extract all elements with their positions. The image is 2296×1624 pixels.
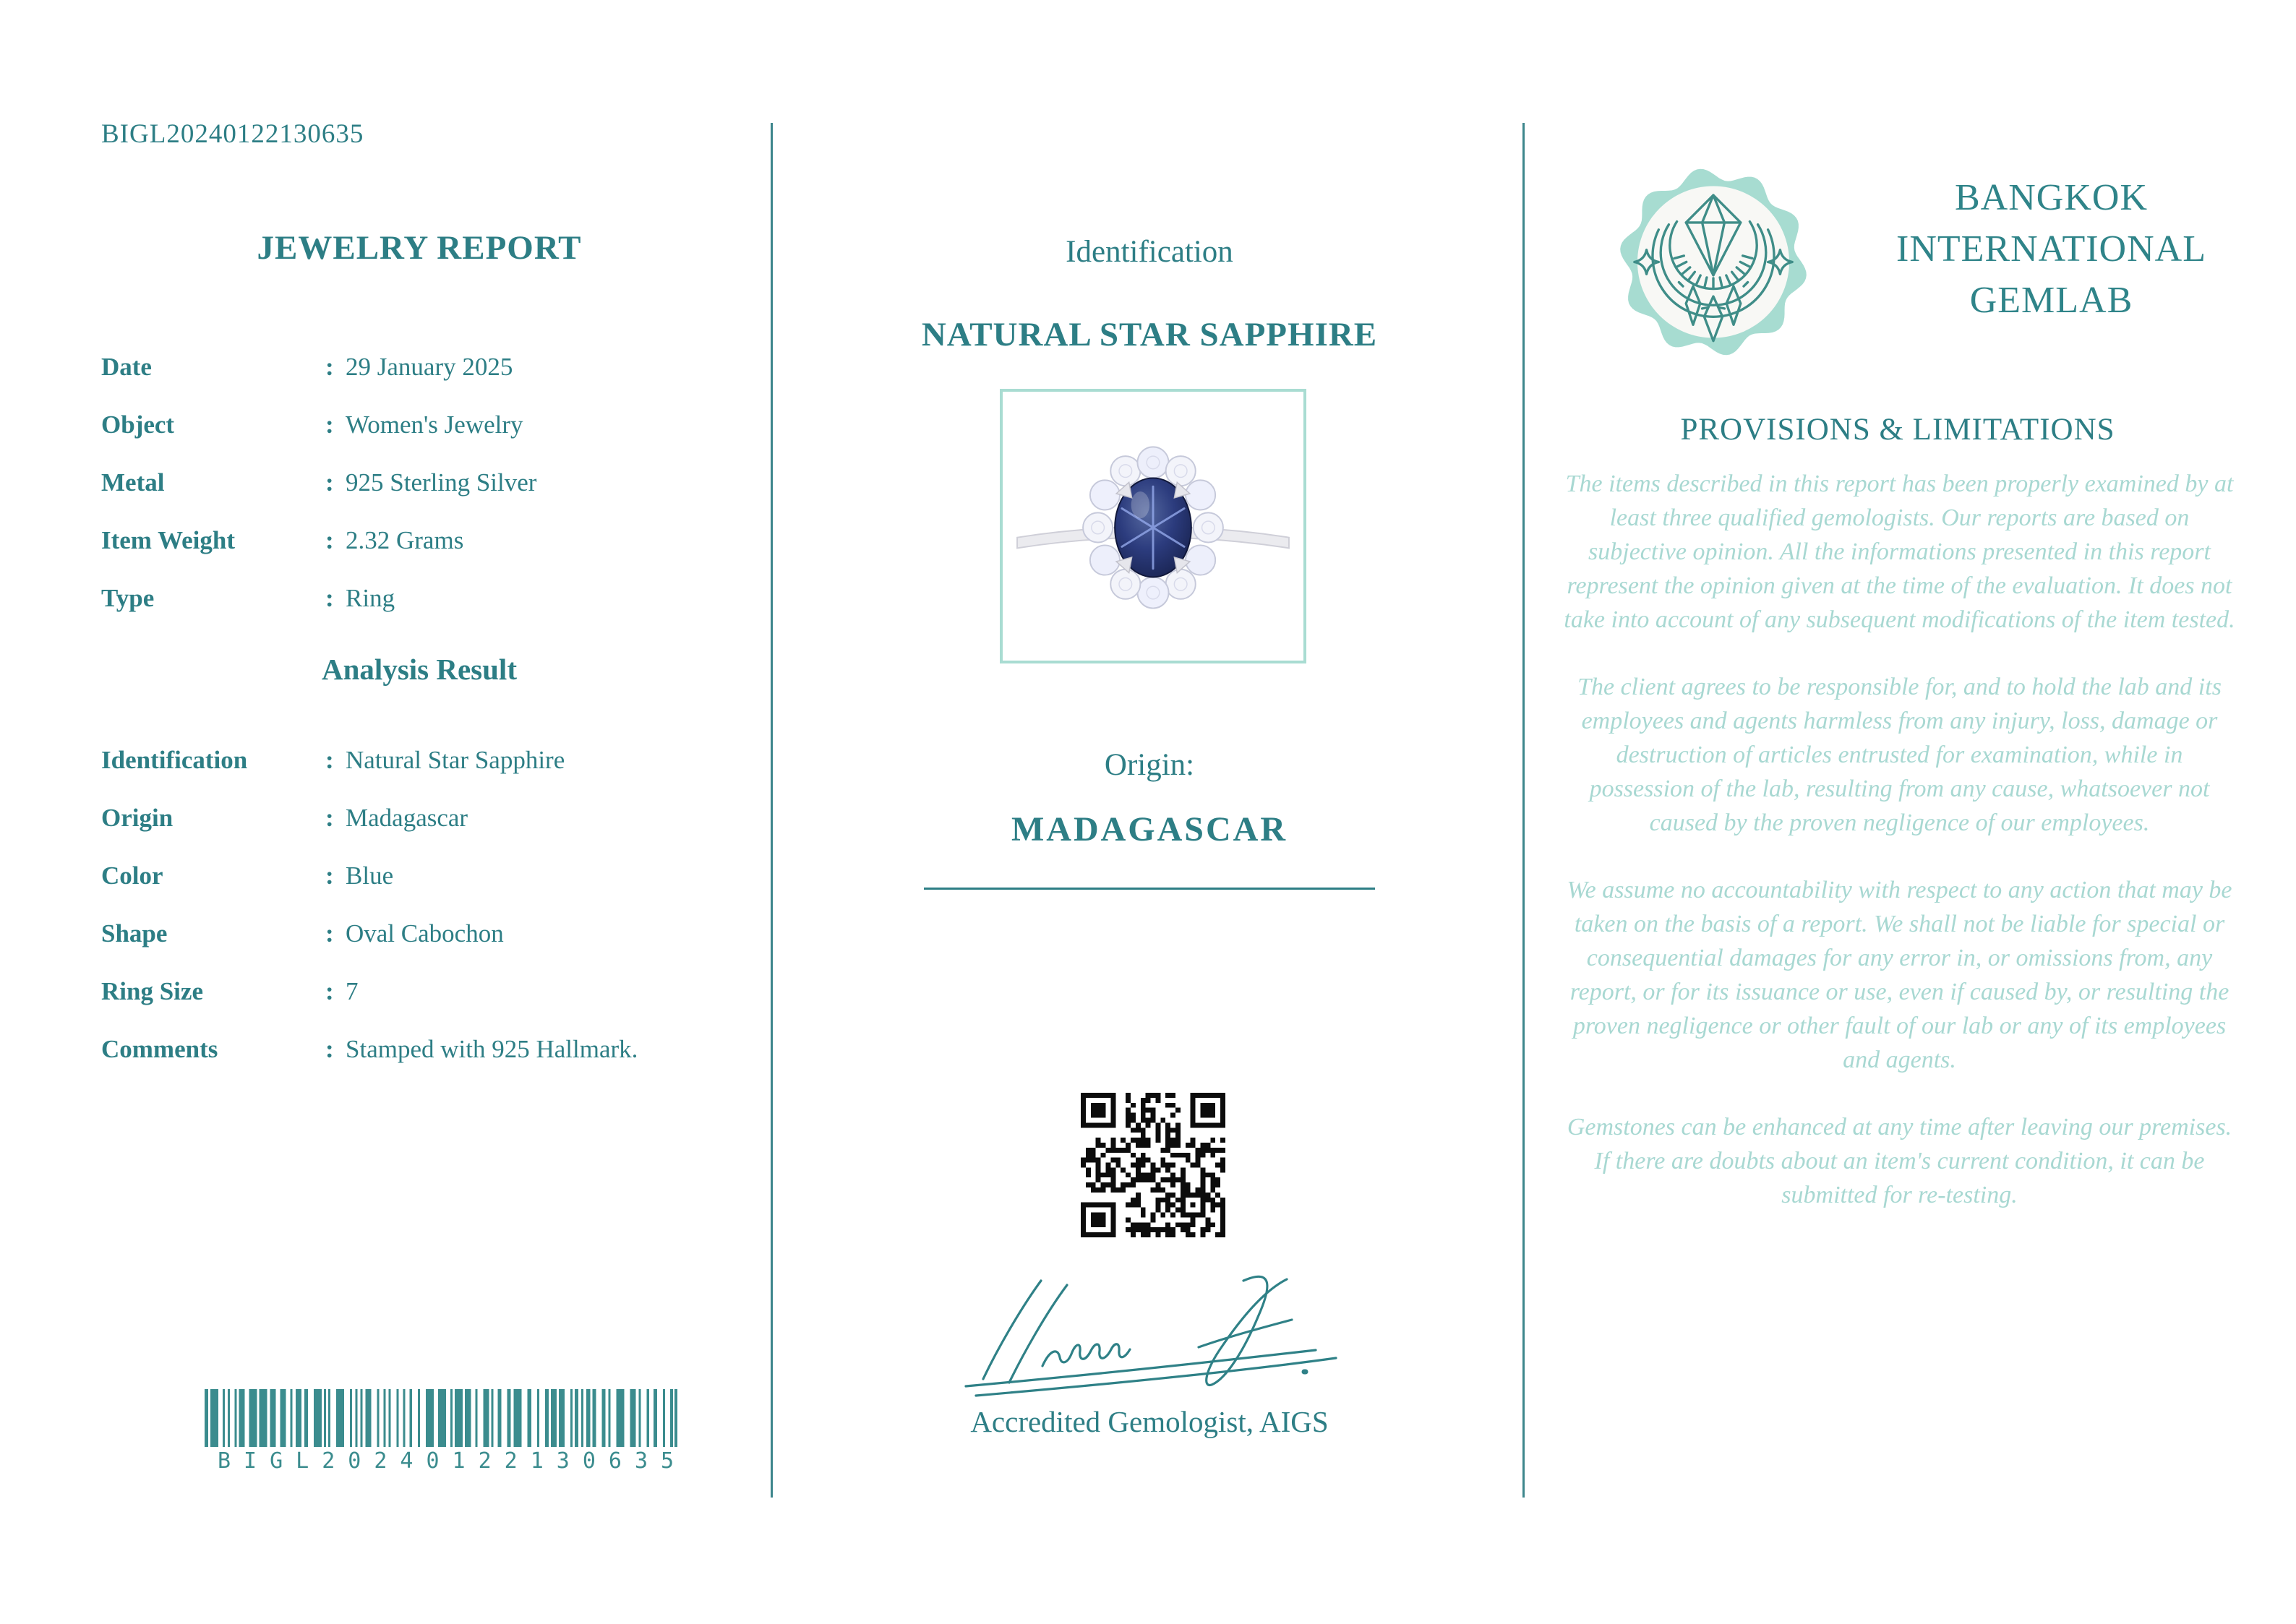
identification-result: NATURAL STAR SAPPHIRE (921, 316, 1378, 353)
certificate-number: BIGL20240122130635 (101, 119, 364, 149)
field-colon: : (325, 353, 334, 381)
star-sapphire-ring-photo (1003, 392, 1303, 661)
field-value: Women's Jewelry (346, 411, 523, 439)
field-value: Oval Cabochon (346, 919, 504, 948)
field-colon: : (325, 977, 334, 1005)
field-colon: : (325, 746, 334, 774)
gemologist-signature-icon (940, 1271, 1359, 1397)
report-fields (101, 338, 737, 627)
provisions-paragraph: We assume no accountability with respect to any action that may be taken on the basis of a report. We shall not be liable for special or consequential damages for any error in, or omissions from, any report, or for its issuance or use, even if caused by, or resulting the proven negligence or other fault of our lab or any of its employees and agents. (1567, 877, 2232, 1073)
analysis-result-title: Analysis Result (322, 653, 517, 686)
barcode-text: BIGL20240122130635 (218, 1448, 687, 1474)
field-value: Blue (346, 862, 394, 890)
lab-name-line: BANGKOK (1955, 177, 2148, 218)
field-value: 29 January 2025 (346, 353, 513, 381)
field-colon: : (325, 468, 334, 497)
field-colon: : (325, 1035, 334, 1063)
field-row-comments (101, 1021, 737, 1078)
field-colon: : (325, 804, 334, 832)
field-colon: : (325, 411, 334, 439)
field-row-date (101, 338, 737, 396)
gem-crescent-badge-icon (1612, 159, 1815, 365)
field-colon: : (325, 919, 334, 948)
provisions-heading: PROVISIONS & LIMITATIONS (1680, 413, 2115, 447)
origin-underline (924, 888, 1375, 890)
provisions-paragraph: Gemstones can be enhanced at any time after leaving our premises. If there are doubts about an item's current condition, it can be submitted for re-testing. (1567, 1114, 2232, 1208)
field-label: Date (101, 353, 152, 381)
provisions-paragraph: The items described in this report has been properly examined by at least three qualified gemologists. Our reports are based on subjective opinion. All the informations presented in this report represent the opinion given at the time of the evaluation. It does not take into account of any subsequent modifications of the item tested. (1564, 471, 2235, 633)
provisions-paragraphs (1562, 467, 2237, 1245)
origin-value: MADAGASCAR (1011, 810, 1288, 848)
provisions-paragraph: The client agrees to be responsible for, and to hold the lab and its employees and agents harmless from any injury, loss, damage or destruction of articles entrusted for examination, while in possession of the lab, resulting from any cause, whatsoever not caused by the proven negligence of our employees. (1577, 674, 2222, 836)
field-row-color (101, 847, 737, 905)
field-label: Metal (101, 468, 165, 497)
analysis-fields (101, 731, 737, 1078)
field-row-item-weight (101, 512, 737, 570)
field-value: 7 (346, 977, 359, 1005)
field-value: Ring (346, 584, 395, 612)
lab-name-line: INTERNATIONAL (1896, 228, 2206, 270)
field-colon: : (325, 526, 334, 554)
lab-name-line: GEMLAB (1969, 280, 2133, 321)
field-label: Item Weight (101, 526, 236, 554)
field-row-ring-size (101, 963, 737, 1021)
field-value: Natural Star Sapphire (346, 746, 565, 774)
field-row-shape (101, 905, 737, 963)
field-colon: : (325, 862, 334, 890)
identification-heading: Identification (1066, 235, 1233, 269)
jewelry-photo-frame (1000, 389, 1306, 663)
signatory-title: Accredited Gemologist, AIGS (970, 1405, 1329, 1438)
field-row-metal (101, 454, 737, 512)
field-label: Shape (101, 919, 168, 948)
field-label: Comments (101, 1035, 218, 1063)
field-label: Color (101, 862, 163, 890)
qr-code-icon (1081, 1093, 1225, 1237)
barcode (205, 1389, 687, 1474)
column-divider-left (771, 123, 773, 1498)
origin-label: Origin: (1104, 748, 1195, 782)
field-value: 2.32 Grams (346, 526, 464, 554)
field-label: Object (101, 411, 175, 439)
field-row-identification (101, 731, 737, 789)
field-row-origin (101, 789, 737, 847)
barcode-icon (205, 1389, 677, 1447)
field-row-type (101, 570, 737, 627)
field-row-object (101, 396, 737, 454)
jewelry-report-title: JEWELRY REPORT (257, 229, 582, 267)
column-divider-right (1522, 123, 1525, 1498)
field-value: Madagascar (346, 804, 468, 832)
field-label: Identification (101, 746, 248, 774)
field-value: Stamped with 925 Hallmark. (346, 1035, 638, 1063)
field-label: Origin (101, 804, 174, 832)
field-label: Ring Size (101, 977, 203, 1005)
field-colon: : (325, 584, 334, 612)
field-value: 925 Sterling Silver (346, 468, 537, 497)
lab-name (1840, 172, 2263, 326)
field-label: Type (101, 584, 155, 612)
